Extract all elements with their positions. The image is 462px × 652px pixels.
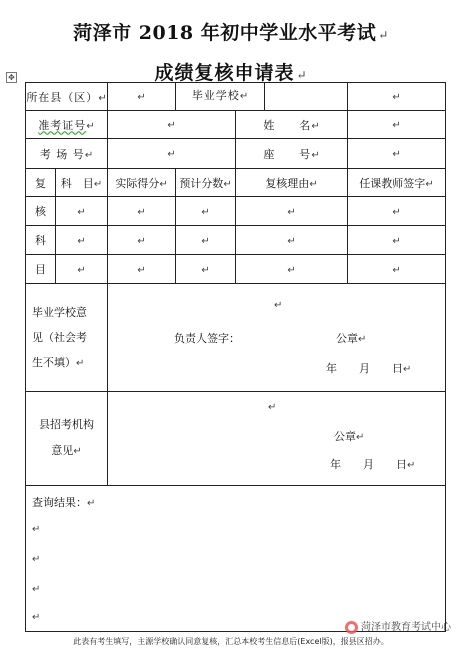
school-opinion-label-line: 毕业学校意 <box>32 305 87 319</box>
review-application-table <box>25 82 446 632</box>
wechat-logo-icon <box>345 621 358 634</box>
county-agency-area[interactable]: ↵ 公章↵ 年 月 日↵ <box>108 392 446 486</box>
date-label: 年 月 日↵ <box>326 362 412 375</box>
seat-label: 座 号 <box>263 147 312 161</box>
estimated-score-input[interactable]: ↵ <box>176 255 236 284</box>
watermark: 菏泽市教育考试中心 <box>345 618 451 634</box>
reason-input[interactable]: ↵ <box>236 255 348 284</box>
actual-score-input[interactable]: ↵ <box>108 197 176 226</box>
review-side-char: 复 <box>35 176 46 190</box>
exam-room-input[interactable]: ↵ <box>108 139 236 169</box>
review-side-char: 科 <box>35 234 46 247</box>
estimated-score-input[interactable]: ↵ <box>176 197 236 226</box>
seat-label-cell: 座 号↵ <box>236 139 348 169</box>
name-label: 姓 名 <box>263 118 312 132</box>
query-result-label: 查询结果：↵ <box>32 496 96 509</box>
exam-room-label: 考 场 号 <box>39 147 85 161</box>
actual-score-input[interactable]: ↵ <box>108 255 176 284</box>
date-label: 年 月 日↵ <box>330 458 416 471</box>
name-input[interactable]: ↵ <box>348 111 446 139</box>
paragraph-mark: ↵ <box>378 28 389 42</box>
actual-score-input[interactable]: ↵ <box>108 226 176 255</box>
col-estimated-header: 预计分数↵ <box>176 169 236 197</box>
form-title-line1 <box>0 18 462 45</box>
review-side-cell-3 <box>26 226 56 255</box>
graduate-school-label: 毕业学校 <box>191 89 240 102</box>
review-side-char: 目 <box>35 263 46 276</box>
estimated-score-input[interactable]: ↵ <box>176 226 236 255</box>
form-title-line2 <box>0 58 462 85</box>
county-input[interactable]: ↵ <box>108 83 176 111</box>
subject-input[interactable]: ↵ <box>56 255 108 284</box>
exam-room-label-cell: 考 场 号↵ <box>26 139 108 169</box>
teacher-sign-input[interactable]: ↵ <box>348 197 446 226</box>
review-side-cell-2 <box>26 197 56 226</box>
col-actual-header: 实际得分↵ <box>108 169 176 197</box>
county-agency-label-cell <box>26 392 108 486</box>
name-label-cell: 姓 名↵ <box>236 111 348 139</box>
exam-number-label: 准考证号 <box>38 118 87 132</box>
review-side-char: 核 <box>35 205 46 218</box>
school-opinion-label-line: 生不填）↵ <box>32 355 85 369</box>
seal-label: 公章↵ <box>334 430 365 443</box>
graduate-school-input[interactable]: ↵ <box>348 83 446 111</box>
title-text: 成绩复核申请表 <box>154 62 295 84</box>
graduate-school-cell: 毕业学校↵ <box>176 83 348 111</box>
footer-note: 此表有考生填写，主源学校确认同意复核，汇总本校考生信息后(Excel版)，报县区招办。 <box>73 637 389 646</box>
seal-label: 公章↵ <box>336 332 367 345</box>
school-opinion-label-cell <box>26 284 108 392</box>
county-label-cell: 所在县（区）↵ <box>26 83 108 111</box>
county-agency-label-line: 县招考机构 <box>39 418 94 431</box>
school-opinion-label-line: 见（社会考 <box>32 330 87 344</box>
paragraph-mark: ↵ <box>296 68 308 82</box>
reason-input[interactable]: ↵ <box>236 197 348 226</box>
title-text: 菏泽市 2018 年初中学业水平考试 <box>73 22 377 44</box>
col-teacher-header: 任课教师签字↵ <box>348 169 446 197</box>
teacher-sign-input[interactable]: ↵ <box>348 226 446 255</box>
review-side-cell-4 <box>26 255 56 284</box>
col-reason-header: 复核理由↵ <box>236 169 348 197</box>
exam-number-input[interactable]: ↵ <box>108 111 236 139</box>
table-move-handle-icon[interactable]: ✥ <box>6 72 17 83</box>
col-subject-header: 科 目↵ <box>56 169 108 197</box>
school-opinion-area[interactable]: ↵ 负责人签字： 公章↵ 年 月 日↵ <box>108 284 446 392</box>
county-agency-label-line: 意见↵ <box>51 444 82 457</box>
person-sign-label: 负责人签字： <box>174 332 241 345</box>
subject-input[interactable]: ↵ <box>56 197 108 226</box>
county-label: 所在县（区） <box>26 90 99 104</box>
exam-number-label-cell: 准考证号↵ <box>26 111 108 139</box>
subject-input[interactable]: ↵ <box>56 226 108 255</box>
seat-input[interactable]: ↵ <box>348 139 446 169</box>
review-side-cell-1 <box>26 169 56 197</box>
teacher-sign-input[interactable]: ↵ <box>348 255 446 284</box>
reason-input[interactable]: ↵ <box>236 226 348 255</box>
query-result-area[interactable]: 查询结果：↵ ↵ ↵ ↵ ↵ <box>26 486 446 632</box>
